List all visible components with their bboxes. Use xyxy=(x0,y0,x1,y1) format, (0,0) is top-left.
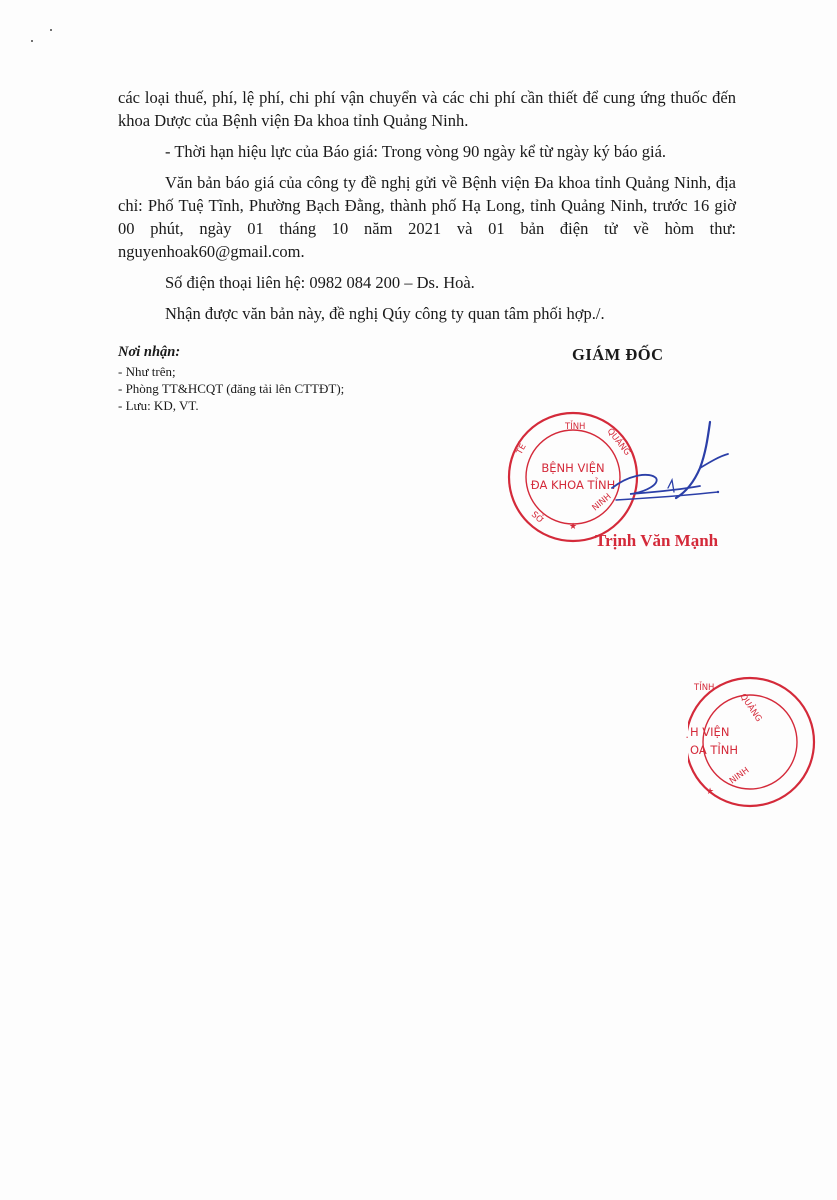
paragraph-continuation: các loại thuế, phí, lệ phí, chi phí vận chuyển và các chi phí cần thiết để cung ứng thuốc đến khoa Dược của Bệnh viện Đa khoa tỉnh Quảng Ninh. xyxy=(118,88,736,130)
partial-stamp-line-2: OA TỈNH xyxy=(690,743,739,757)
signer-name: Trịnh Văn Mạnh xyxy=(595,531,719,550)
signature-strokes xyxy=(560,418,780,518)
recipient-item: - Lưu: KD, VT. xyxy=(118,398,199,413)
partial-stamp-arc-top: TỈNH xyxy=(694,683,715,693)
body-text xyxy=(118,86,736,333)
stamp-line-1: BỆNH VIỆN xyxy=(541,461,605,475)
stamp-arc-left: TẾ xyxy=(514,442,529,457)
partial-stamp-star-icon: ★ xyxy=(705,787,715,797)
stamp-arc-bottom-left: SỞ xyxy=(528,509,546,527)
recipient-item: - Như trên; xyxy=(118,364,176,379)
partial-stamp xyxy=(670,672,810,812)
director-title: GIÁM ĐỐC xyxy=(572,345,664,364)
paragraph-validity: - Thời hạn hiệu lực của Báo giá: Trong vòng 90 ngày kể từ ngày ký báo giá. xyxy=(165,142,667,161)
partial-stamp-line-1: ̣H VIỆN xyxy=(690,725,730,739)
stamp-arc-right: QUẢNG xyxy=(604,426,633,458)
paragraph-phone: Số điện thoại liên hệ: 0982 084 200 – Ds. Hoà. xyxy=(165,273,475,292)
recipients-list xyxy=(118,363,438,414)
handwritten-signature xyxy=(560,418,780,523)
recipients-block xyxy=(118,344,438,414)
recipient-item: - Phòng TT&HCQT (đăng tải lên CTTĐT); xyxy=(118,381,345,396)
scan-speck xyxy=(31,40,33,42)
stamp-star-icon: ★ xyxy=(568,522,578,532)
recipients-heading: Nơi nhận: xyxy=(118,344,181,360)
stamp-arc-bottom-right: NINH xyxy=(590,491,614,514)
stamp-arc-top: TỈNH xyxy=(565,422,586,432)
scan-speck xyxy=(50,29,52,31)
paragraph-closing: Nhận được văn bản này, đề nghị Qúy công ty quan tâm phối hợp./. xyxy=(165,304,605,323)
partial-stamp-arc-bottom-right: NINH xyxy=(727,765,752,787)
partial-stamp-arc-right: QUẢNG xyxy=(737,692,764,724)
paragraph-submission: Văn bản báo giá của công ty đề nghị gửi về Bệnh viện Đa khoa tỉnh Quảng Ninh, địa chỉ: Phố Tuệ Tĩnh, Phường Bạch Đằng, thành phố Hạ Long, tỉnh Quảng Ninh, trước 16 giờ 00 phút, ngày 01 tháng 10 năm 2021 và 01 bản điện tử về hòm thư: nguyenhoak60@gmail.com. xyxy=(118,173,736,261)
partial-stamp-graphic xyxy=(670,672,810,812)
stamp-line-2: ĐA KHOA TỈNH xyxy=(530,478,616,492)
